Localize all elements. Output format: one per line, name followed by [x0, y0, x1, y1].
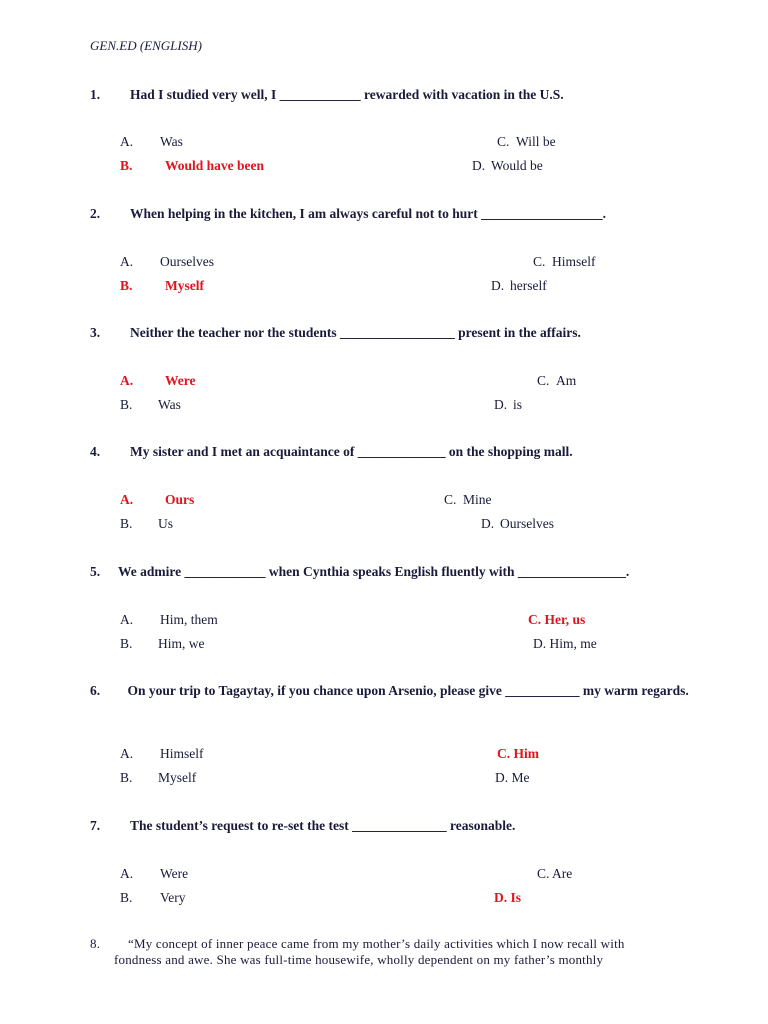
question-6 [90, 683, 720, 699]
question-text: Neither the teacher nor the students _________________ present in the affairs. [130, 325, 581, 340]
option-text: Him, we [158, 636, 205, 651]
question-number: 5. [90, 564, 101, 579]
option-text: Myself [158, 770, 197, 785]
option-text: Was [160, 134, 183, 149]
question-number: 8. [90, 936, 101, 951]
option-letter: B. [120, 770, 133, 785]
question-number: 1. [90, 87, 101, 102]
option-text: Was [158, 397, 181, 412]
option-letter: D. [491, 278, 505, 293]
option-letter: A. [120, 492, 134, 507]
passage-line-1 [90, 936, 720, 952]
option-letter: A. [120, 134, 134, 149]
question-text: We admire ____________ when Cynthia speaks English fluently with ________________. [118, 564, 630, 579]
option-letter: D. [481, 516, 495, 531]
option-7d-correct: D. Is [494, 890, 522, 905]
option-text: Ourselves [500, 516, 554, 531]
option-text: Would be [491, 158, 543, 173]
question-number: 2. [90, 206, 101, 221]
option-7c: C. Are [537, 866, 573, 881]
option-text: Will be [516, 134, 556, 149]
option-letter: B. [120, 890, 133, 905]
option-text: Himself [552, 254, 596, 269]
option-letter: A. [120, 254, 134, 269]
option-text: Myself [165, 278, 204, 293]
option-5d: D. Him, me [533, 636, 597, 651]
passage-line-2: fondness and awe. She was full-time housewife, wholly dependent on my father’s monthly [114, 952, 604, 967]
option-text: Am [556, 373, 577, 388]
option-letter: C. [537, 373, 550, 388]
option-letter: C. [533, 254, 546, 269]
option-text: Ours [165, 492, 195, 507]
option-letter: B. [120, 636, 133, 651]
option-text: Him, them [160, 612, 218, 627]
option-text: Himself [160, 746, 204, 761]
option-letter: B. [120, 516, 133, 531]
option-text: Mine [463, 492, 492, 507]
option-letter: D. [472, 158, 486, 173]
question-text: My sister and I met an acquaintance of _____________ on the shopping mall. [130, 444, 573, 459]
option-text: Us [158, 516, 174, 531]
option-letter: C. [444, 492, 457, 507]
option-text: herself [510, 278, 547, 293]
option-6d: D. Me [495, 770, 530, 785]
question-number: 7. [90, 818, 101, 833]
option-letter: B. [120, 158, 133, 173]
option-letter: A. [120, 612, 134, 627]
option-letter: A. [120, 746, 134, 761]
question-number: 4. [90, 444, 101, 459]
option-letter: B. [120, 278, 133, 293]
question-text: Had I studied very well, I ____________ rewarded with vacation in the U.S. [130, 87, 564, 102]
option-letter: C. [497, 134, 510, 149]
option-text: Were [165, 373, 196, 388]
passage-text: “My concept of inner peace came from my mother’s daily activities which I now recall with [128, 936, 625, 951]
option-text: Very [160, 890, 186, 905]
question-text: When helping in the kitchen, I am always careful not to hurt __________________. [130, 206, 607, 221]
question-text: On your trip to Tagaytay, if you chance upon Arsenio, please give ___________ my warm regards. [127, 683, 689, 698]
option-text: Were [160, 866, 189, 881]
option-letter: A. [120, 866, 134, 881]
question-number: 6. [90, 683, 101, 698]
question-text: The student’s request to re-set the test ______________ reasonable. [130, 818, 516, 833]
option-letter: A. [120, 373, 134, 388]
option-text: Would have been [165, 158, 265, 173]
option-letter: B. [120, 397, 133, 412]
page-header: GEN.ED (ENGLISH) [90, 38, 202, 53]
option-letter: D. [494, 397, 508, 412]
option-text: Ourselves [160, 254, 214, 269]
question-number: 3. [90, 325, 101, 340]
option-5c-correct: C. Her, us [528, 612, 586, 627]
question-8-passage [90, 936, 720, 968]
option-6c-correct: C. Him [497, 746, 539, 761]
option-text: is [513, 397, 523, 412]
